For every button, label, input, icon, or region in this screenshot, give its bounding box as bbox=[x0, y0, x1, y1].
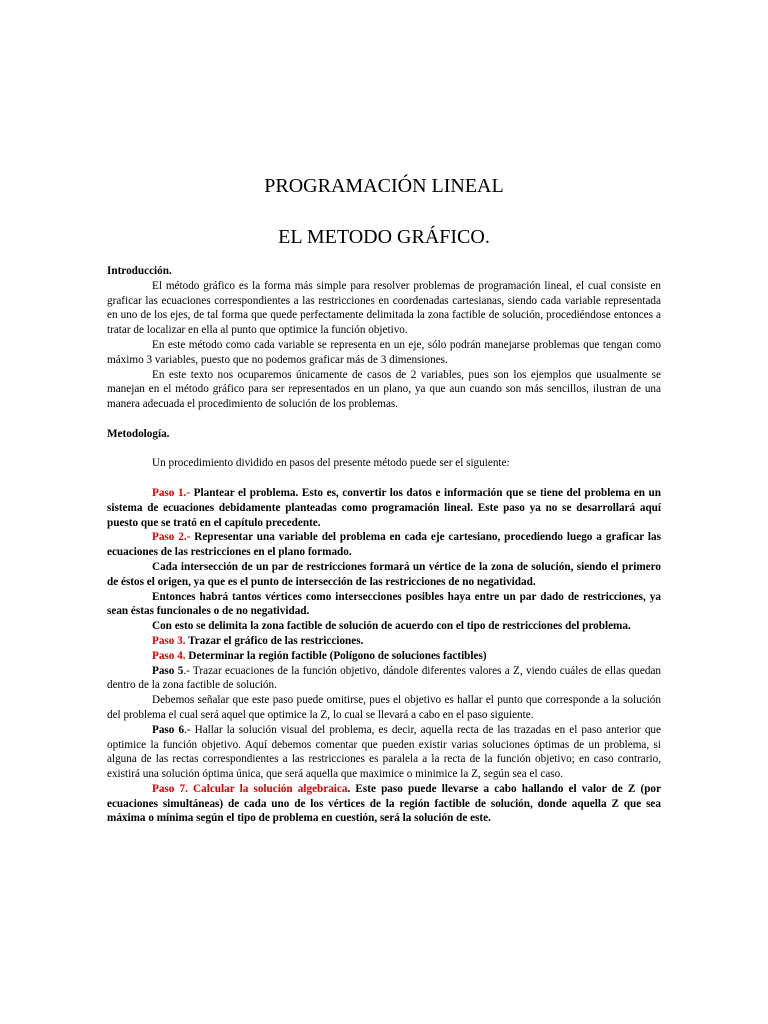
document-subtitle: EL METODO GRÁFICO. bbox=[278, 226, 490, 248]
paso-7-text: . Este paso puede llevarse a cabo hallando el valor de Z (por ecuaciones simultáneas) de cada uno de los vértices de la región factible de solución, donde aquella Z que sea máxima o mínima según el tipo de problema en cuestión, será la solución de este. bbox=[107, 782, 661, 825]
paso-1-text: Plantear el problema. Esto es, convertir los datos e información que se tiene del problema en un sistema de ecuaciones debidamente planteadas como programación lineal. Este paso ya no se desarrollará aquí puesto que se trató en el capítulo precedente. bbox=[107, 486, 661, 529]
paso-5 bbox=[107, 664, 661, 694]
paso-1-label: Paso 1.- bbox=[152, 486, 191, 499]
intro-heading: Introducción. bbox=[107, 265, 172, 277]
paso-4-label: Paso 4. bbox=[152, 649, 186, 662]
paso-3-label: Paso 3. bbox=[152, 634, 186, 647]
paragraph-debemos: Debemos señalar que este paso puede omitirse, pues el objetivo es hallar el punto que corresponde a la solución del problema el cual será aquel que optimice la Z, lo cual se llevará a cabo en el paso siguiente. bbox=[107, 694, 661, 721]
paso-2 bbox=[107, 530, 661, 560]
metodologia-heading: Metodología. bbox=[107, 427, 170, 440]
paso-6-text: .- Hallar la solución visual del problema, es decir, aquella recta de las trazadas en el paso anterior que optimice la función objetivo. Aquí debemos comentar que pueden existir varias soluciones óptimas de un problema, si alguna de las rectas correspondientes a las restricciones es paralela a la recta de la función objetivo; en caso contrario, existirá una solución óptima única, que será aquella que maximice o minimice la Z, según sea el caso. bbox=[107, 723, 661, 781]
intro-paragraph-2: En este método como cada variable se representa en un eje, sólo podrán manejarse problemas que tengan como máximo 3 variables, puesto que no podemos graficar más de 3 dimensiones. bbox=[107, 338, 661, 366]
document-body bbox=[107, 264, 661, 826]
paso-3-text: Trazar el gráfico de las restricciones. bbox=[185, 634, 364, 647]
paso-4 bbox=[107, 649, 661, 664]
intro-paragraph-3: En este texto nos ocuparemos únicamente de casos de 2 variables, pues son los ejemplos que usualmente se manejan en el método gráfico para ser representados en un plano, ya que aun cuando son más sencillos, ilustran de una manera adecuada el procedimiento de solución de los problemas. bbox=[107, 368, 661, 411]
intro-paragraph-1: El método gráfico es la forma más simple para resolver problemas de programación lineal, el cual consiste en graficar las ecuaciones correspondientes a las restricciones en coordenadas cartesianas, siendo cada variable representada en uno de los ejes, de tal forma que quede perfectamente delimitada la zona factible de solución, procediéndose entonces a tratar de localizar en ella al punto que optimice la función objetivo. bbox=[107, 279, 661, 337]
paso-7-label: Paso 7. Calcular la solución algebraica bbox=[152, 782, 348, 795]
paso-6 bbox=[107, 723, 661, 782]
paso-5-label: Paso 5 bbox=[152, 664, 184, 677]
paso-7 bbox=[107, 782, 661, 826]
paso-6-label: Paso 6 bbox=[152, 723, 185, 736]
paso-2-label: Paso 2.- bbox=[152, 531, 191, 544]
paragraph-entonces: Entonces habrá tantos vértices como intersecciones posibles haya entre un par dado de restricciones, ya sean éstas funcionales o de no negatividad. bbox=[107, 590, 661, 618]
paragraph-cada-interseccion: Cada intersección de un par de restricciones formará un vértice de la zona de solución, siendo el primero de éstos el origen, ya que es el punto de intersección de las restricciones de no negatividad. bbox=[107, 560, 661, 588]
paso-4-text: Determinar la región factible (Polígono de soluciones factibles) bbox=[185, 649, 487, 662]
paso-3 bbox=[107, 634, 661, 649]
metodologia-lead: Un procedimiento dividido en pasos del presente método puede ser el siguiente: bbox=[152, 457, 510, 470]
document-title: PROGRAMACIÓN LINEAL bbox=[264, 175, 504, 197]
paso-5-text: .- Trazar ecuaciones de la función objetivo, dándole diferentes valores a Z, viendo cuáles de ellas quedan dentro de la zona factible de solución. bbox=[107, 664, 662, 692]
paso-2-text: Representar una variable del problema en cada eje cartesiano, procediendo luego a graficar las ecuaciones de las restricciones en el plano formado. bbox=[107, 531, 661, 559]
paso-1 bbox=[107, 486, 661, 530]
paragraph-con-esto: Con esto se delimita la zona factible de solución de acuerdo con el tipo de restricciones del problema. bbox=[152, 620, 631, 633]
